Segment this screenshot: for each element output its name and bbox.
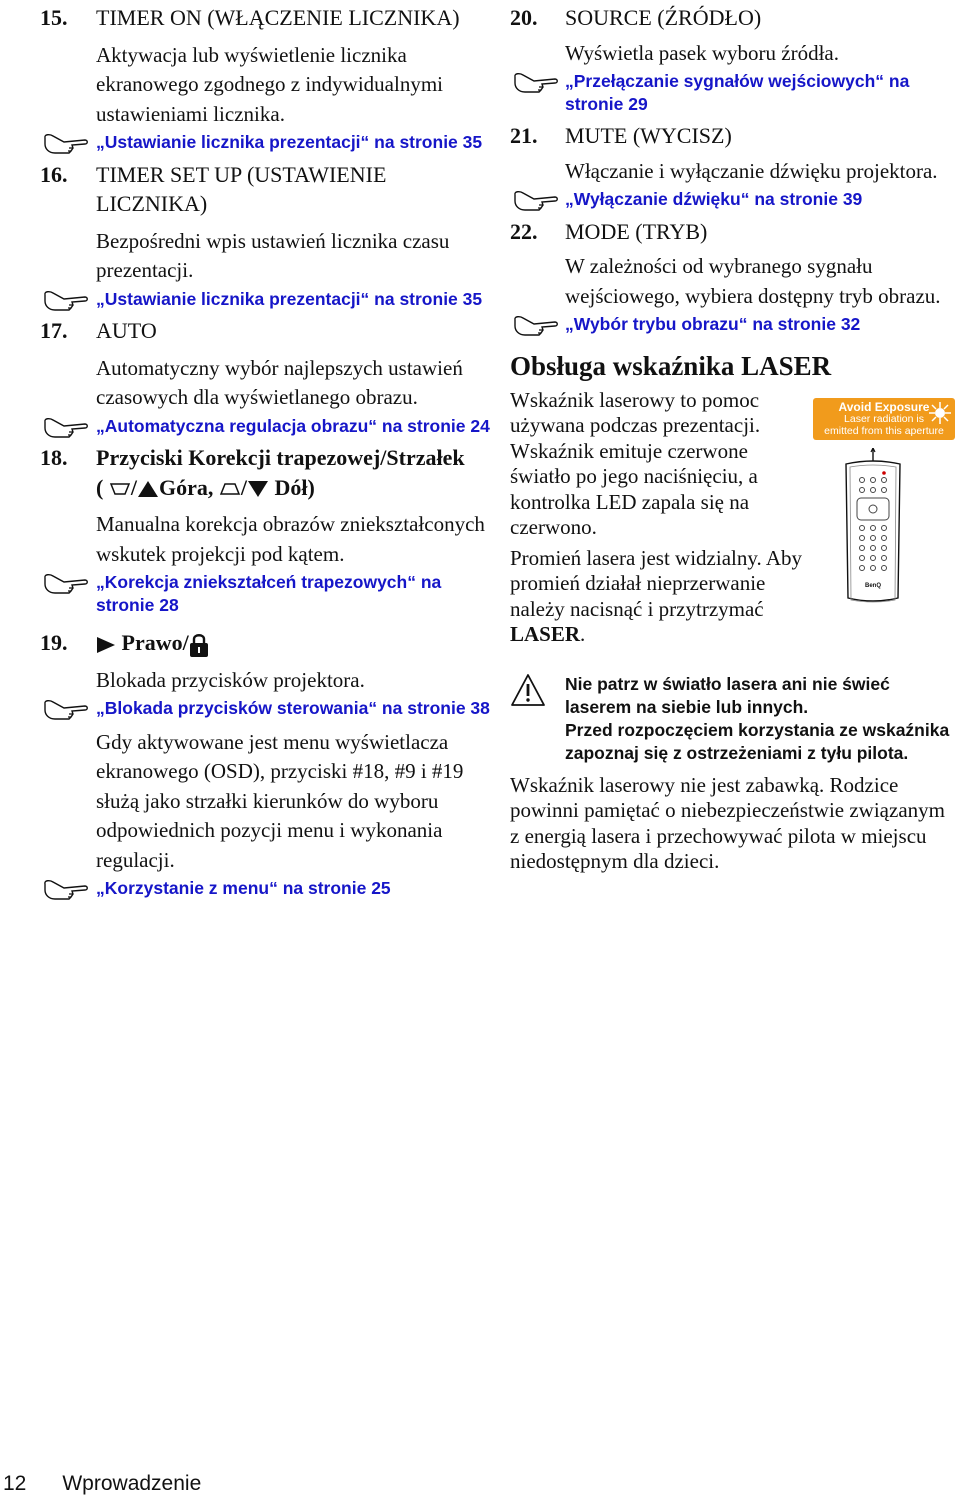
item-18-heading — [40, 443, 500, 502]
item-number: 21. — [510, 123, 538, 148]
pointing-hand-icon — [42, 416, 90, 440]
caution-note — [510, 673, 958, 765]
item-title: SOURCE (ŹRÓDŁO) — [565, 5, 762, 30]
reference-link[interactable]: „Ustawianie licznika prezentacji“ na stronie 35 — [96, 132, 483, 152]
pointing-hand-icon — [512, 314, 560, 338]
arrow-right-icon — [96, 636, 116, 654]
item-description: Wyświetla pasek wyboru źródła. — [565, 40, 839, 65]
cross-reference — [40, 877, 500, 900]
item-21-heading — [510, 121, 958, 151]
item-description: Aktywacja lub wyświetlenie licznika ekranowego zgodnego z indywidualnymi ustawieniami licznika. — [96, 42, 443, 126]
item-title-line: Przyciski Korekcji trapezowej/Strzałek — [96, 445, 465, 470]
cross-reference — [510, 313, 958, 336]
item-22-heading — [510, 217, 958, 247]
keystone-down-icon — [219, 481, 241, 497]
reference-link[interactable]: „Przełączanie sygnałów wejściowych“ na stronie 29 — [565, 71, 910, 114]
cross-reference — [510, 70, 958, 115]
item-title: TIMER SET UP (USTAWIENIE LICZNIKA) — [96, 161, 387, 216]
lock-icon — [189, 632, 209, 658]
item-number: 15. — [40, 5, 68, 30]
closing-paragraph: Wskaźnik laserowy nie jest zabawką. Rodzice powinni pamiętać o niebezpieczeństwie związanym z energią lasera i przechowywać pilota w miejscu niedostępnym dla dzieci. — [510, 772, 945, 873]
item-description: Blokada przycisków projektora. — [96, 667, 365, 692]
pointing-hand-icon — [42, 698, 90, 722]
reference-link[interactable]: „Blokada przycisków sterowania“ na stronie 38 — [96, 698, 490, 719]
cross-reference — [40, 415, 500, 438]
laser-warning-sticker: Avoid Exposure Laser radiation is emitted from this aperture — [813, 398, 955, 440]
section-title: Obsługa wskaźnika LASER — [510, 350, 832, 381]
pointing-hand-icon — [42, 132, 90, 156]
pointing-hand-icon — [42, 289, 90, 313]
item-title: AUTO — [96, 318, 157, 343]
item-title: TIMER ON (WŁĄCZENIE LICZNIKA) — [96, 5, 460, 30]
item-15-heading — [40, 3, 500, 33]
laser-section — [510, 388, 958, 663]
item-description: Gdy aktywowane jest menu wyświetlacza ekranowego (OSD), przyciski #18, #9 i #19 służą jako strzałki kierunków do wyboru odpowiednich pozycji menu i wykonania regulacji. — [96, 729, 464, 872]
laser-paragraph: Promień lasera jest widzialny. Aby promień działał nieprzerwanie należy nacisnąć i przytrzymać LASER. — [510, 545, 802, 646]
item-number: 16. — [40, 161, 68, 187]
reference-link[interactable]: „Korekcja zniekształceń trapezowych“ na stronie 28 — [96, 572, 442, 615]
item-title: MODE (TRYB) — [565, 218, 708, 244]
item-title: Przyciski Korekcji trapezowej/Strzałek ( / Góra, / Dół) — [96, 445, 465, 500]
item-title: Prawo/ — [96, 628, 500, 658]
item-description: Automatyczny wybór najlepszych ustawień czasowych dla wyświetlanego obrazu. — [96, 355, 463, 409]
reference-link[interactable]: „Wybór trybu obrazu“ na stronie 32 — [565, 314, 861, 334]
cross-reference — [510, 188, 958, 211]
cross-reference — [40, 697, 500, 720]
warning-triangle-icon — [510, 673, 546, 707]
left-column — [40, 0, 500, 902]
pointing-hand-icon — [512, 189, 560, 213]
item-17-heading — [40, 316, 500, 346]
reference-link[interactable]: „Wyłączanie dźwięku“ na stronie 39 — [565, 189, 863, 209]
arrow-up-icon — [137, 480, 159, 498]
page-footer — [3, 1472, 201, 1496]
item-description: Włączanie i wyłączanie dźwięku projektora. — [565, 158, 938, 183]
caution-text: Nie patrz w światło lasera ani nie świeć laserem na siebie lub innych. Przed rozpoczęciem korzystania ze wskaźnika zapoznaj się z ostrzeżeniami z tyłu pilota. — [565, 673, 950, 763]
pointing-hand-icon — [42, 878, 90, 902]
item-number: 18. — [40, 445, 68, 470]
item-description: W zależności od wybranego sygnału wejściowego, wybiera dostępny tryb obrazu. — [565, 254, 941, 308]
page-number: 12 — [3, 1472, 27, 1495]
arrow-down-icon — [247, 480, 269, 498]
cross-reference — [40, 571, 500, 616]
remote-control-image — [838, 448, 908, 606]
item-description: Bezpośredni wpis ustawień licznika czasu prezentacji. — [96, 228, 450, 282]
section-name: Wprowadzenie — [62, 1472, 202, 1495]
item-number: 19. — [40, 630, 68, 655]
item-19-heading — [40, 628, 500, 658]
reference-link[interactable]: „Korzystanie z menu“ na stronie 25 — [96, 878, 391, 899]
item-16-heading — [40, 160, 500, 219]
cross-reference — [40, 131, 500, 154]
remote-brand-label: BenQ — [864, 582, 882, 589]
item-20-heading — [510, 3, 958, 33]
item-title: MUTE (WYCISZ) — [565, 123, 732, 148]
laser-paragraph: Wskaźnik laserowy to pomoc używana podczas prezentacji. Wskaźnik emituje czerwone światło po jego naciśnięciu, a kontrolka LED zapala się na czerwono. — [510, 387, 761, 539]
item-number: 20. — [510, 5, 538, 30]
cross-reference — [40, 288, 500, 311]
keystone-up-icon — [109, 481, 131, 497]
laser-burst-icon — [929, 402, 951, 424]
item-description: Manualna korekcja obrazów zniekształconych wskutek projekcji pod kątem. — [96, 512, 485, 566]
item-number: 17. — [40, 318, 68, 343]
right-column — [510, 0, 958, 875]
pointing-hand-icon — [512, 71, 560, 95]
reference-link[interactable]: „Ustawianie licznika prezentacji“ na stronie 35 — [96, 288, 483, 309]
pointing-hand-icon — [42, 572, 90, 596]
reference-link[interactable]: „Automatyczna regulacja obrazu“ na stronie 24 — [96, 415, 490, 436]
item-number: 22. — [510, 218, 538, 244]
